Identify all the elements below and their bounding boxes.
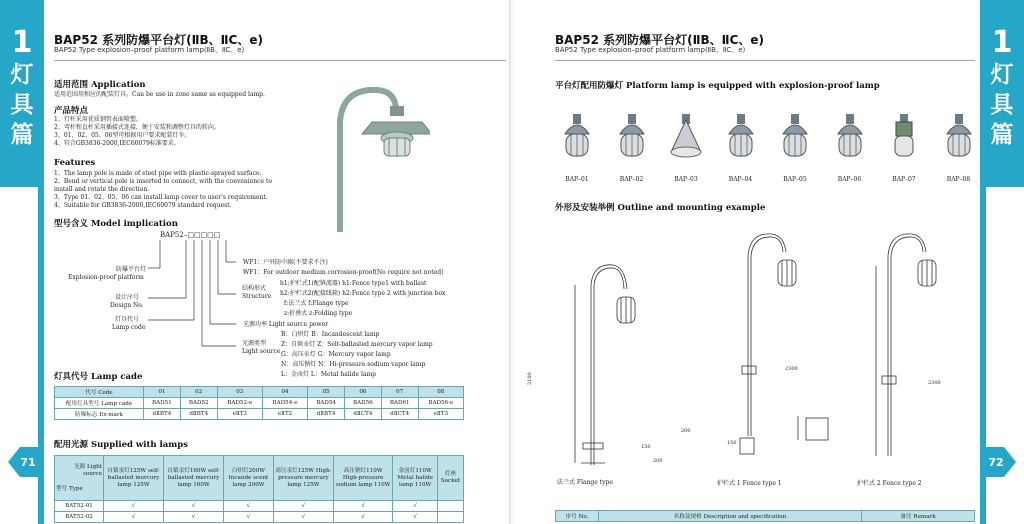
table-cell: dⅡBT4 — [144, 409, 181, 420]
table-cell: √ — [224, 501, 274, 512]
table-row — [55, 501, 464, 512]
lamp-image — [612, 110, 652, 166]
dimension-label: 150 — [727, 440, 737, 446]
table-cell: √ — [104, 501, 164, 512]
page-title: BAP52 系列防爆平台灯(ⅡB、ⅡC、e) — [555, 33, 764, 47]
page-number-badge — [982, 447, 1016, 477]
table-cell: 06 — [344, 387, 381, 398]
divider — [54, 60, 506, 61]
lamp-label: BAP–05 — [783, 176, 807, 183]
table-cell: BAD56-e — [418, 398, 463, 409]
table-cell: 自镇汞灯125W self-ballasted mercury lamp 125W — [104, 456, 164, 501]
table-cell: √ — [273, 512, 333, 523]
table-cell: eⅡT3 — [217, 409, 262, 420]
parts-table — [555, 510, 975, 522]
feature-cn-item: 2、弯杆和直杆采用插接式连接，便于安装和调整灯具的转向。 — [54, 124, 220, 131]
model-code: BAP52–□□□□□ — [160, 231, 221, 239]
feature-en-item: 2、Bend or vertical pole is inserted to connect, with the convenience to — [54, 178, 272, 185]
lamp-item — [612, 110, 652, 182]
table-cell: 高压汞灯125W High-pressure mercury lamp 125W — [273, 456, 333, 501]
fence1-caption: 护栏式 1 Fence type 1 — [717, 480, 782, 487]
feature-en-item: 4、Suitable for GB3836-2000,IEC60079 standard request. — [54, 202, 232, 209]
model-option: WF1：户外防中腐(不要求不注) — [243, 259, 328, 266]
lamps-heading: 平台灯配用防爆灯 Platform lamp is equipped with explosion-proof lamp — [555, 81, 880, 91]
table-cell: 配用灯具型号 Lamp cade — [55, 398, 144, 409]
page-title: BAP52 系列防爆平台灯(ⅡB、ⅡC、e) — [54, 33, 263, 47]
table-cell: √ — [273, 501, 333, 512]
structure-label-cn: 结构形式 — [242, 285, 267, 292]
table-cell: dⅡBT4 — [308, 409, 345, 420]
table-header-row — [556, 511, 975, 522]
fence-type-2-drawing — [868, 226, 978, 476]
table-cell: √ — [104, 512, 164, 523]
table-cell: 灯座 Socket — [438, 456, 464, 501]
table-header-row — [55, 387, 464, 398]
model-option: z:折叠式 z:Folding type — [284, 310, 353, 317]
fence-type-1-drawing — [728, 226, 838, 476]
chapter-tab-right — [980, 0, 1024, 187]
model-label-cn: 灯具代号 — [115, 316, 140, 323]
features-en-heading: Features — [54, 158, 96, 168]
lamp-item — [884, 110, 924, 182]
application-text: 适用范围用相应的配装灯具。Can be use in zone same as equipped lamp. — [54, 91, 265, 98]
model-label-platform — [108, 266, 146, 274]
chapter-tab-left — [0, 0, 44, 187]
table-corner-cell — [55, 456, 104, 501]
lamp-item — [830, 110, 870, 182]
outline-heading: 外形及安装举例 Outline and mounting example — [555, 203, 766, 213]
platform-lamp-photo — [320, 82, 430, 232]
chapter-number: 1 — [991, 25, 1013, 60]
lamp-image — [666, 110, 706, 166]
features-cn-heading: 产品特点 — [54, 106, 89, 116]
table-cell: 03 — [217, 387, 262, 398]
table-cell: √ — [164, 512, 224, 523]
table-cell: 08 — [418, 387, 463, 398]
feature-cn-item: 4、符合GB3836-2000,IEC60079标准要求。 — [54, 140, 180, 147]
flange-caption: 法兰式 Flange type — [557, 479, 613, 486]
lamp-label: BAP–01 — [565, 176, 589, 183]
chapter-char: 具 — [990, 92, 1014, 118]
chapter-char: 篇 — [10, 122, 34, 148]
table-cell: 序号 No. — [556, 511, 599, 522]
lamp-code-table — [54, 386, 464, 420]
corner-bottom: 型号 Type — [56, 485, 83, 492]
table-header-row — [55, 456, 464, 501]
lamp-label: BAP–07 — [892, 176, 916, 183]
lamp-label: BAP–06 — [837, 176, 862, 183]
model-option: Z：自镇汞灯 Z：Selt-ballasted mercury vapor lamp — [281, 341, 433, 348]
model-option: G：高压汞灯 G：Mercury vapor lamp — [281, 351, 391, 358]
model-option: h2:护栏式2(配接线箱) h2:Fence type 2 with junction box — [280, 290, 446, 297]
chapter-char: 具 — [10, 92, 34, 118]
feature-en-item: 3、Type 01、02、05、06 can install lamp cover to user's requirement. — [54, 194, 268, 201]
table-cell: 01 — [144, 387, 181, 398]
lamp-code-heading: 灯具代号 Lamp cade — [54, 372, 143, 382]
page-subtitle: BAP52 Type explosion–proof platform lamp(ⅡB、ⅡC、e) — [555, 46, 746, 54]
divider — [555, 60, 975, 61]
model-label-en: Explosion-proof platform — [68, 274, 144, 281]
table-cell — [438, 501, 464, 512]
table-cell: eⅡT3 — [418, 409, 463, 420]
table-cell: 代号 Code — [55, 387, 144, 398]
supplied-heading: 配用光源 Supplied with lamps — [54, 440, 189, 450]
lamp-image — [557, 110, 597, 166]
table-cell: BAT52-02 — [55, 512, 104, 523]
table-cell: √ — [334, 501, 393, 512]
page-subtitle: BAP52 Type explosion–proof platform lamp(ⅡB、ⅡC、e) — [54, 46, 245, 54]
table-cell: BAD52-e — [217, 398, 262, 409]
lamp-image — [939, 110, 979, 166]
table-cell: dⅡCT4 — [381, 409, 418, 420]
table-cell: √ — [334, 512, 393, 523]
feature-en-item: install and rotate the direction. — [54, 186, 150, 193]
chapter-char: 篇 — [990, 122, 1014, 148]
table-cell: BAD61 — [381, 398, 418, 409]
table-cell: BAD56 — [344, 398, 381, 409]
model-label-cn: 设计序号 — [115, 294, 140, 301]
table-cell: √ — [393, 501, 438, 512]
table-cell: 名称及规格 Description and specification — [599, 511, 862, 522]
model-option: f:法兰式 f:Flange type — [284, 300, 349, 307]
model-option: B：白炽灯 B：Incandescent lamp — [281, 331, 380, 338]
model-option: N：高压钠灯 N：Hi-pressure sodium vapor lamp — [281, 361, 426, 368]
lamp-image — [884, 110, 924, 166]
lamp-image — [721, 110, 761, 166]
model-option: h1:护栏式1(配镇流器) h1:Fence type1 with ballast — [280, 280, 427, 287]
right-page — [513, 0, 1024, 524]
page-number-badge — [8, 447, 42, 477]
fence2-caption: 护栏式 2 Fence type 2 — [857, 480, 922, 487]
supplied-lamps-table — [54, 455, 464, 523]
model-label-en: Lamp code — [112, 324, 146, 331]
table-cell: 自镇汞灯160W self-ballasted mercury lamp 160W — [164, 456, 224, 501]
table-cell: 备注 Remark — [862, 511, 975, 522]
table-cell: dⅡCT4 — [344, 409, 381, 420]
dimension-label: 200 — [653, 458, 663, 464]
table-row — [55, 512, 464, 523]
table-cell — [438, 512, 464, 523]
table-cell: 02 — [180, 387, 217, 398]
table-cell: eⅡT2 — [262, 409, 307, 420]
table-cell: 白炽灯200W Incande scent lamp 200W — [224, 456, 274, 501]
table-cell: 防爆标志 Ex-mark — [55, 409, 144, 420]
dimension-label: 200 — [681, 428, 691, 434]
table-cell: BAD54 — [308, 398, 345, 409]
table-cell: BAD51 — [144, 398, 181, 409]
application-heading: 适用范围 Application — [54, 80, 146, 90]
lamp-item — [557, 110, 597, 182]
model-heading: 型号含义 Model implication — [54, 219, 178, 229]
page-number: 71 — [20, 455, 36, 469]
chapter-char: 灯 — [990, 62, 1014, 88]
dimension-label: 2300 — [785, 366, 798, 372]
lamp-image — [830, 110, 870, 166]
table-row — [55, 409, 464, 420]
table-cell: BAT52-01 — [55, 501, 104, 512]
feature-en-item: 1、The lamp pole is made of steel pipe with plastic-sprayed surface. — [54, 170, 262, 177]
table-cell: 04 — [262, 387, 307, 398]
feature-cn-item: 3、01、02、05、06型可根据用户要求配装灯伞。 — [54, 132, 191, 139]
table-cell: 金卤灯110W Metal halide lamp 110W — [393, 456, 438, 501]
feature-cn-item: 1、灯杆采用优质钢管表面喷塑。 — [54, 116, 142, 123]
left-page — [0, 0, 511, 524]
lamp-item — [721, 110, 761, 182]
lamp-label: BAP–03 — [674, 176, 698, 183]
model-label-cn: 防爆平台灯 — [115, 266, 146, 273]
table-cell: dⅡBT4 — [180, 409, 217, 420]
structure-label-en: Structure — [242, 293, 272, 300]
table-row — [55, 398, 464, 409]
dimension-label: 150 — [641, 444, 651, 450]
source-type-en: Light source — [242, 348, 281, 355]
model-option: 光源功率 Light source power — [243, 321, 329, 328]
lamp-label: BAP–02 — [619, 176, 644, 183]
lamp-item — [775, 110, 815, 182]
page-number: 72 — [988, 455, 1004, 469]
table-cell: 05 — [308, 387, 345, 398]
chapter-number: 1 — [11, 25, 33, 60]
table-cell: BAD52 — [180, 398, 217, 409]
lamp-item — [666, 110, 706, 182]
model-label-en: Design No. — [110, 302, 144, 309]
flange-type-drawing — [563, 255, 683, 470]
lamp-item — [939, 110, 979, 182]
dimension-label: 2100 — [527, 372, 533, 385]
table-cell: √ — [224, 512, 274, 523]
table-cell: BAD54-e — [262, 398, 307, 409]
dimension-label: 2300 — [928, 380, 941, 386]
model-option: WF1：For outdoor medium corrosion-proof(No require not noted) — [243, 269, 444, 276]
model-option: L：金卤灯 L：Metal halide lamp — [281, 371, 376, 378]
chapter-char: 灯 — [10, 62, 34, 88]
table-cell: √ — [393, 512, 438, 523]
table-cell: 高压钠灯110W High-pressure sodium lamp 110W — [334, 456, 393, 501]
source-type-cn: 光源类型 — [242, 340, 267, 347]
corner-top: 光源 Light source — [74, 463, 102, 477]
lamp-label: BAP–04 — [728, 176, 753, 183]
lamp-image — [775, 110, 815, 166]
table-cell: √ — [164, 501, 224, 512]
table-cell: 07 — [381, 387, 418, 398]
model-bracket-lines — [140, 238, 260, 378]
lamp-label: BAP–08 — [946, 176, 971, 183]
